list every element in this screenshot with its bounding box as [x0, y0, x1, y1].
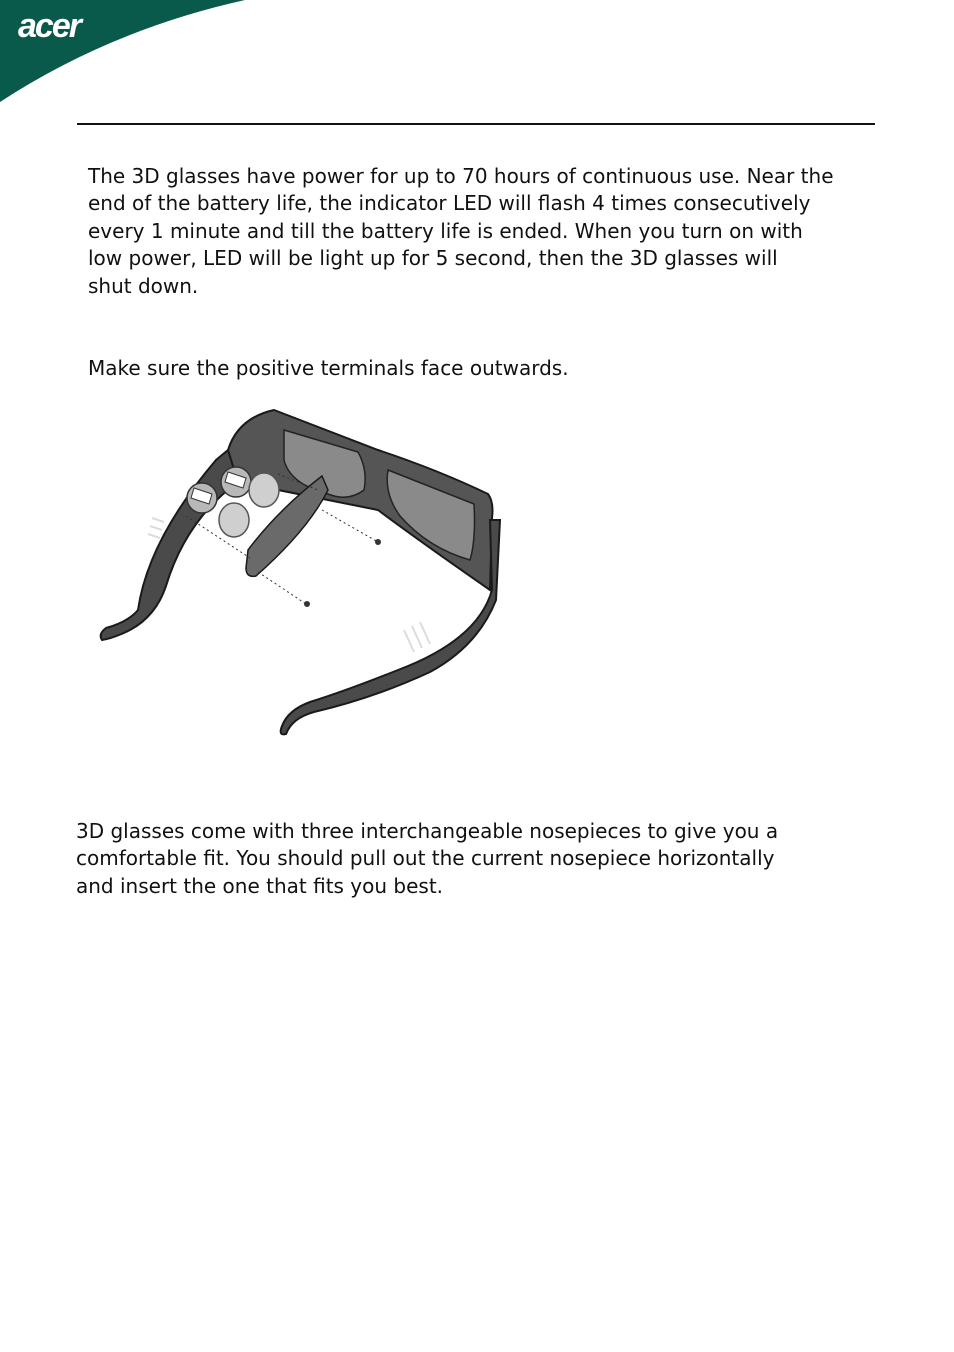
acer-logo: acer	[18, 7, 80, 45]
header-divider	[77, 123, 875, 125]
3d-glasses-battery-illustration	[78, 390, 518, 750]
battery-life-paragraph: The 3D glasses have power for up to 70 hours of continuous use. Near the end of the battery life, the indicator LED will flash 4 times consecutively every 1 minute and till the battery life is ended. When you turn on with low power, LED will be light up for 5 second, then the 3D glasses will shut down.	[88, 164, 834, 298]
nosepiece-paragraph: 3D glasses come with three interchangeable nosepieces to give you a comfortable fit. You should pull out the current nosepiece horizontally and insert the one that fits you best.	[76, 819, 779, 898]
battery-install-instruction: Make sure the positive terminals face outwards.	[88, 356, 569, 380]
